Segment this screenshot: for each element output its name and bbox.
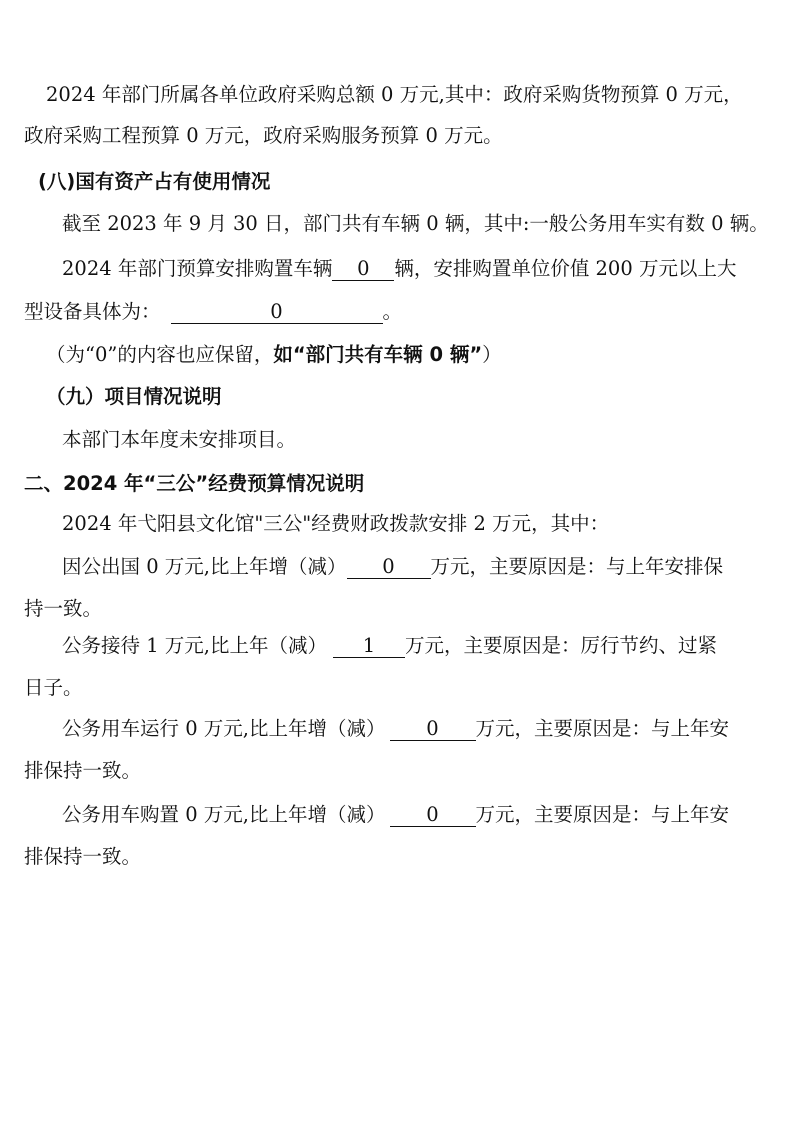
car-purchase-continuation: 排保持一致。 bbox=[24, 845, 142, 868]
car-operation-suffix: 万元，主要原因是：与上年安 bbox=[475, 717, 730, 740]
abroad-suffix: 万元，主要原因是：与上年安排保 bbox=[430, 555, 724, 578]
equipment-value: 0 bbox=[171, 301, 383, 324]
car-purchase-prefix: 公务用车购置 0 万元,比上年增（减） bbox=[62, 803, 386, 826]
note-prefix: （为“0”的内容也应保留， bbox=[46, 343, 274, 366]
reception-value: 1 bbox=[333, 635, 405, 658]
car-operation-line bbox=[62, 717, 729, 741]
abroad-value: 0 bbox=[347, 556, 431, 579]
reception-continuation: 日子。 bbox=[24, 676, 83, 699]
car-operation-prefix: 公务用车运行 0 万元,比上年增（减） bbox=[62, 717, 386, 740]
car-operation-continuation: 排保持一致。 bbox=[24, 759, 142, 782]
three-public-intro: 2024 年弋阳县文化馆"三公"经费财政拨款安排 2 万元，其中： bbox=[62, 512, 610, 535]
vehicles-line: 截至 2023 年 9 月 30 日，部门共有车辆 0 辆，其中:一般公务用车实有数 0 辆。 bbox=[62, 212, 769, 235]
vehicle-plan-line bbox=[62, 257, 736, 281]
section-2-heading: 二、2024 年“三公”经费预算情况说明 bbox=[24, 472, 365, 495]
equipment-line bbox=[24, 300, 402, 324]
equipment-prefix: 型设备具体为： bbox=[24, 300, 161, 323]
car-purchase-value: 0 bbox=[390, 804, 476, 827]
car-purchase-suffix: 万元，主要原因是：与上年安 bbox=[475, 803, 730, 826]
procurement-line-2: 政府采购工程预算 0 万元，政府采购服务预算 0 万元。 bbox=[24, 124, 503, 147]
section-9-heading: （九）项目情况说明 bbox=[46, 385, 222, 408]
vehicle-plan-value: 0 bbox=[332, 258, 394, 281]
reception-suffix: 万元，主要原因是：厉行节约、过紧 bbox=[405, 634, 718, 657]
abroad-line bbox=[62, 555, 723, 579]
procurement-line-1: 2024 年部门所属各单位政府采购总额 0 万元,其中：政府采购货物预算 0 万元， bbox=[46, 83, 743, 106]
projects-text: 本部门本年度未安排项目。 bbox=[62, 428, 297, 451]
retain-zero-note bbox=[46, 343, 502, 367]
abroad-prefix: 因公出国 0 万元,比上年增（减） bbox=[62, 555, 347, 578]
car-operation-value: 0 bbox=[390, 718, 476, 741]
reception-line bbox=[62, 634, 717, 658]
vehicle-plan-suffix: 辆，安排购置单位价值 200 万元以上大 bbox=[394, 257, 737, 280]
note-example: 如“部门共有车辆 0 辆” bbox=[273, 343, 483, 366]
vehicle-plan-prefix: 2024 年部门预算安排购置车辆 bbox=[62, 257, 333, 280]
note-suffix: ） bbox=[482, 343, 502, 366]
section-8-heading: (八)国有资产占有使用情况 bbox=[38, 170, 271, 193]
car-purchase-line bbox=[62, 803, 729, 827]
abroad-continuation: 持一致。 bbox=[24, 597, 103, 620]
equipment-suffix: 。 bbox=[382, 300, 403, 323]
reception-prefix: 公务接待 1 万元,比上年（减） bbox=[62, 634, 328, 657]
